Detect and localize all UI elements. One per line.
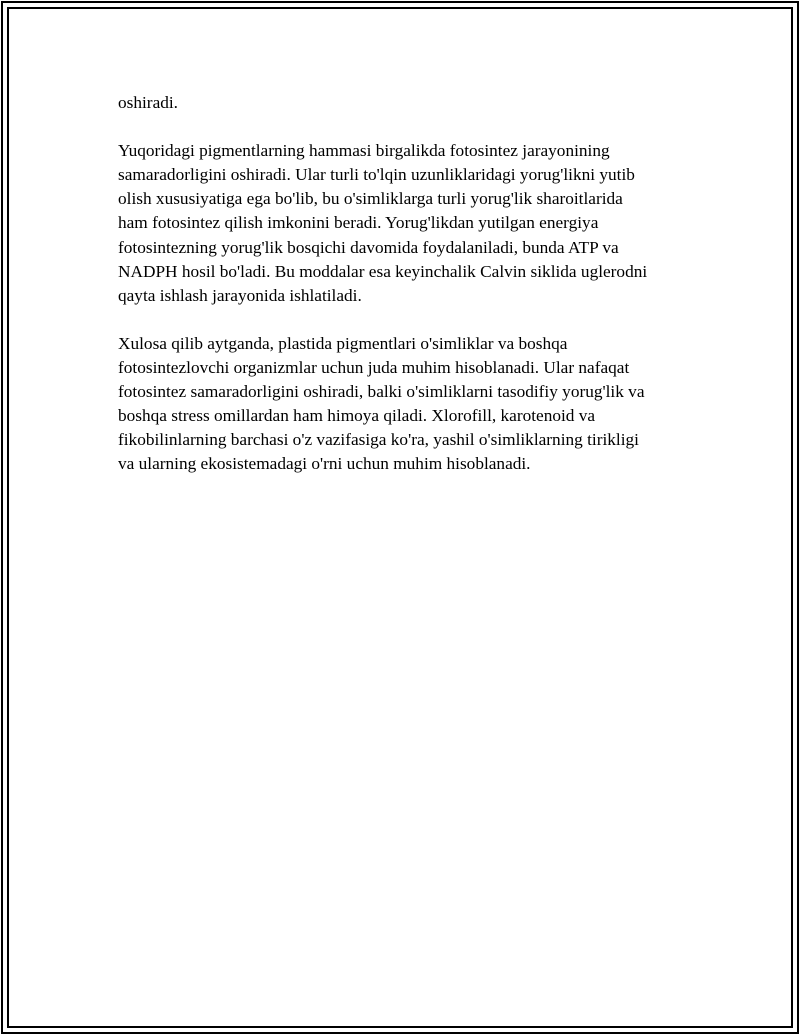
text-line: fikobilinlarning barchasi o'z vazifasiga ko'ra, yashil o'simliklarning tirikligi	[118, 430, 639, 450]
text-line: ham fotosintez qilish imkonini beradi. Yorug'likdan yutilgan energiya	[118, 213, 599, 233]
text-line: fotosintezlovchi organizmlar uchun juda muhim hisoblanadi. Ular nafaqat	[118, 358, 630, 378]
paragraph-conclusion	[118, 332, 688, 477]
text-line: boshqa stress omillardan ham himoya qiladi. Xlorofill, karotenoid va	[118, 406, 596, 426]
text-line: va ularning ekosistemadagi o'rni uchun muhim hisoblanadi.	[118, 454, 531, 474]
text-line: olish xususiyatiga ega bo'lib, bu o'simliklarga turli yorug'lik sharoitlarida	[118, 189, 623, 209]
text-line: Yuqoridagi pigmentlarning hammasi birgalikda fotosintez jarayonining	[118, 141, 610, 161]
text-line: fotosintez samaradorligini oshiradi, balki o'simliklarni tasodifiy yorug'lik va	[118, 382, 645, 402]
text-line: fotosintezning yorug'lik bosqichi davomida foydalaniladi, bunda ATP va	[118, 237, 619, 257]
paragraph-spacer	[118, 115, 688, 139]
text-line: samaradorligini oshiradi. Ular turli to'lqin uzunliklaridagi yorug'likni yutib	[118, 165, 635, 185]
document-body	[118, 91, 688, 477]
text-line: NADPH hosil bo'ladi. Bu moddalar esa keyinchalik Calvin siklida uglerodni	[118, 261, 648, 281]
text-line: qayta ishlash jarayonida ishlatiladi.	[118, 285, 362, 305]
paragraph-pigments	[118, 139, 688, 308]
text-line: oshiradi.	[118, 93, 178, 112]
paragraph-spacer	[118, 308, 688, 332]
paragraph-fragment	[118, 91, 688, 115]
text-line: Xulosa qilib aytganda, plastida pigmentlari o'simliklar va boshqa	[118, 333, 568, 353]
